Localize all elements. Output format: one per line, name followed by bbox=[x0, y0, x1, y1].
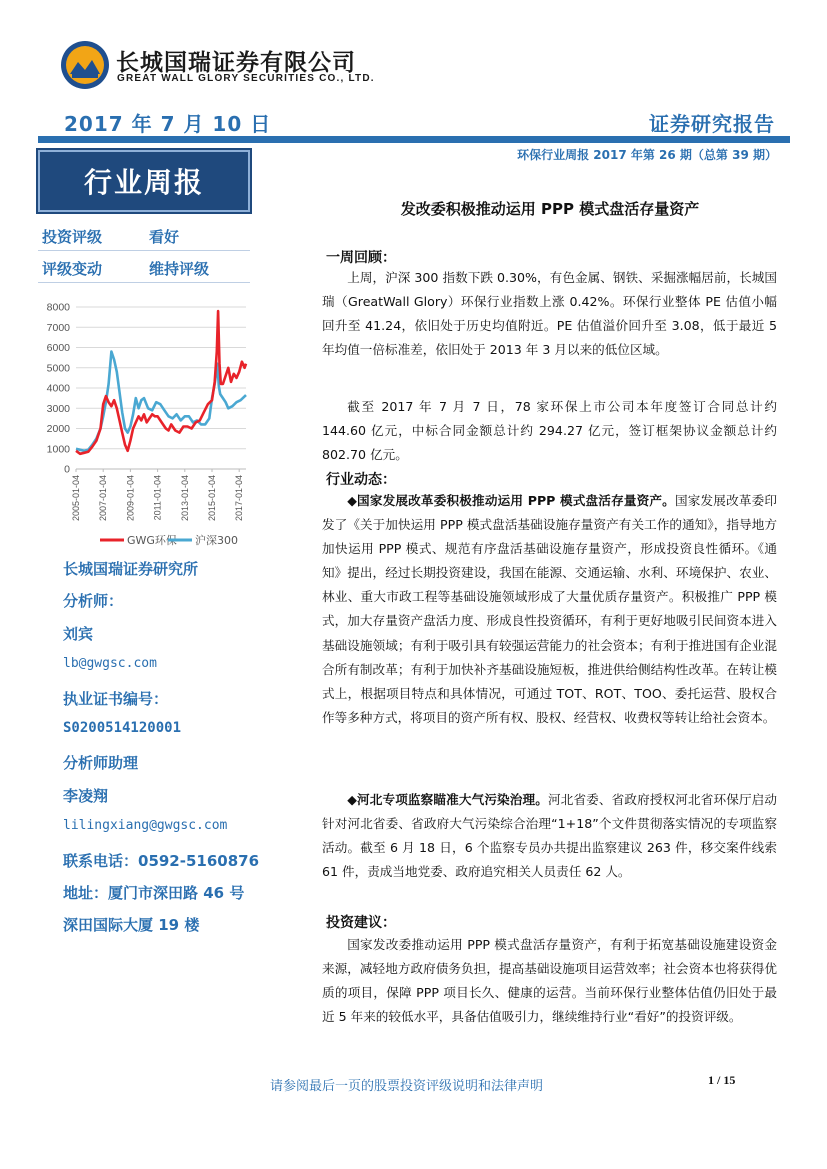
y-tick-label: 0 bbox=[64, 463, 70, 476]
news-item-2 bbox=[322, 788, 777, 884]
rating-change-value: 维持评级 bbox=[149, 260, 210, 278]
page-number: 1 / 15 bbox=[708, 1073, 736, 1087]
x-tick-label: 2007-01-04 bbox=[98, 475, 109, 522]
company-name-en: GREAT WALL GLORY SECURITIES CO., LTD. bbox=[117, 73, 375, 84]
x-tick-label: 2005-01-04 bbox=[71, 475, 81, 522]
issue-line: 环保行业周报 2017 年第 26 期（总第 39 期） bbox=[517, 148, 777, 162]
rating-divider-2 bbox=[38, 282, 250, 283]
weekly-report-label: 行业周报 bbox=[83, 166, 204, 199]
address-line-1: 地址：厦门市深田路 46 号 bbox=[63, 884, 245, 902]
report-type: 证券研究报告 bbox=[649, 112, 775, 136]
news-item-1-title: ◆国家发展改革委积极推动运用 PPP 模式盘活存量资产。 bbox=[347, 493, 675, 508]
weekly-review-paragraph-2: 截至 2017 年 7 月 7 日，78 家环保上市公司本年度签订合同总计约 144.60 亿元，中标合同金额总计约 294.27 亿元，签订框架协议金额总计约 802.70 亿元。 bbox=[322, 399, 777, 463]
y-tick-label: 5000 bbox=[46, 362, 70, 375]
weekly-report-banner bbox=[38, 150, 250, 212]
report-date: 2017 年 7 月 10 日 bbox=[64, 112, 272, 136]
rating-change-label: 评级变动 bbox=[42, 260, 103, 278]
rating-value: 看好 bbox=[149, 228, 180, 246]
y-tick-label: 3000 bbox=[46, 402, 70, 415]
analyst-label: 分析师： bbox=[63, 592, 124, 610]
news-item-1-body: 国家发展改革委印发了《关于加快运用 PPP 模式盘活基础设施存量资产有关工作的通知》，指导地方加快运用 PPP 模式、规范有序盘活基础设施存量资产，形成投资良性循环。《通知》提出，经过长期投资建设，我国在能源、交通运输、水利、环境保护、农业、林业、重大市政工程等基础设施领域形成了大量优质存量资产。积极推广 PPP 模式，加大存量资产盘活力度、形成良性投资循环，有利于更好地吸引民间资本进入基础设施领域；有利于吸引具有较强运营能力的社会资本；有利于推进国有企业混合所有制改革；有利于加快补齐基础设施短板，推进供给侧结构性改革。在转让模式上，根据项目特点和具体情况，可通过 TOT、ROT、TOO、委托运营、股权合作等多种方式，将项目的资产所有权、股权、经营权、收费权等转让给社会资本。 bbox=[322, 493, 777, 725]
rating-divider bbox=[38, 250, 250, 251]
legend-label-hs300: 沪深300 bbox=[195, 534, 238, 547]
news-item-2-title: ◆河北专项监察瞄准大气污染治理。 bbox=[347, 792, 548, 807]
index-chart-svg bbox=[38, 292, 250, 554]
assistant-email: lilingxiang@gwgsc.com bbox=[63, 818, 228, 833]
x-tick-label: 2013-01-04 bbox=[179, 475, 190, 522]
x-tick-label: 2017-01-04 bbox=[234, 475, 245, 522]
y-tick-label: 1000 bbox=[46, 443, 70, 456]
series-line-gwg bbox=[76, 311, 246, 454]
x-tick-label: 2011-01-04 bbox=[152, 475, 163, 521]
analyst-name: 刘宾 bbox=[63, 625, 94, 643]
company-name-cn: 长城国瑞证券有限公司 bbox=[116, 50, 356, 76]
investment-advice-paragraph: 国家发改委推动运用 PPP 模式盘活存量资产，有利于拓宽基础设施建设资金来源，减轻地方政府债务负担，提高基础设施项目运营效率；社会资本也将获得优质的项目，保障 PPP 项目长久、健康的运营。当前环保行业整体估值仍旧处于最近 5 年来的较低水平，具备估值吸引力，继续维持行业“看好”的投资评级。 bbox=[322, 937, 777, 1025]
header-divider bbox=[38, 136, 790, 143]
weekly-review-heading: 一周回顾： bbox=[326, 250, 396, 266]
rating-label: 投资评级 bbox=[42, 228, 103, 246]
certificate-number: S0200514120001 bbox=[63, 720, 182, 736]
legend-label-gwg: GWG环保 bbox=[127, 534, 177, 547]
y-tick-label: 2000 bbox=[46, 423, 70, 435]
investment-rating-row bbox=[42, 226, 179, 247]
y-tick-label: 6000 bbox=[46, 342, 70, 354]
assistant-name: 李凌翔 bbox=[63, 787, 109, 805]
rating-change-row bbox=[42, 258, 209, 279]
news-item-2-body: 河北省委、省政府授权河北省环保厅启动针对河北省委、省政府大气污染综合治理“1+18”个文件贯彻落实情况的专项监察活动。截至 6 月 18 日，6 个监察专员办共提出监察建议 263 件，移交案件线索 61 件，责成当地党委、政府追究相关人员责任 62 人。 bbox=[322, 792, 778, 880]
y-tick-label: 7000 bbox=[46, 321, 70, 334]
phone: 联系电话：0592-5160876 bbox=[63, 852, 260, 870]
company-logo bbox=[60, 40, 110, 90]
x-tick-label: 2015-01-04 bbox=[207, 475, 217, 522]
index-chart bbox=[38, 292, 250, 554]
news-item-1 bbox=[322, 489, 777, 730]
x-tick-label: 2009-01-04 bbox=[125, 475, 136, 522]
assistant-label: 分析师助理 bbox=[63, 754, 139, 772]
article-title: 发改委积极推动运用 PPP 模式盘活存量资产 bbox=[400, 200, 700, 218]
certificate-label: 执业证书编号： bbox=[63, 690, 169, 708]
y-tick-label: 4000 bbox=[46, 382, 70, 395]
weekly-review-paragraph-1: 上周，沪深 300 指数下跌 0.30%，有色金属、钢铁、采掘涨幅居前，长城国瑞（GreatWall Glory）环保行业指数上涨 0.42%。环保行业整体 PE 估值小幅回升至 41.24，依旧处于历史均值附近。PE 估值溢价回升至 3.08，低于最近 5 年均值一倍标准差，依旧处于 2013 年 3 月以来的低位区域。 bbox=[322, 270, 777, 358]
footer-disclaimer: 请参阅最后一页的股票投资评级说明和法律声明 bbox=[270, 1079, 544, 1094]
y-tick-label: 8000 bbox=[46, 301, 70, 314]
investment-advice-heading: 投资建议： bbox=[326, 915, 396, 931]
analyst-email: lb@gwgsc.com bbox=[63, 656, 157, 671]
institute-name: 长城国瑞证券研究所 bbox=[63, 560, 199, 578]
address-line-2: 深田国际大厦 19 楼 bbox=[63, 916, 200, 934]
industry-news-heading: 行业动态： bbox=[326, 472, 396, 488]
